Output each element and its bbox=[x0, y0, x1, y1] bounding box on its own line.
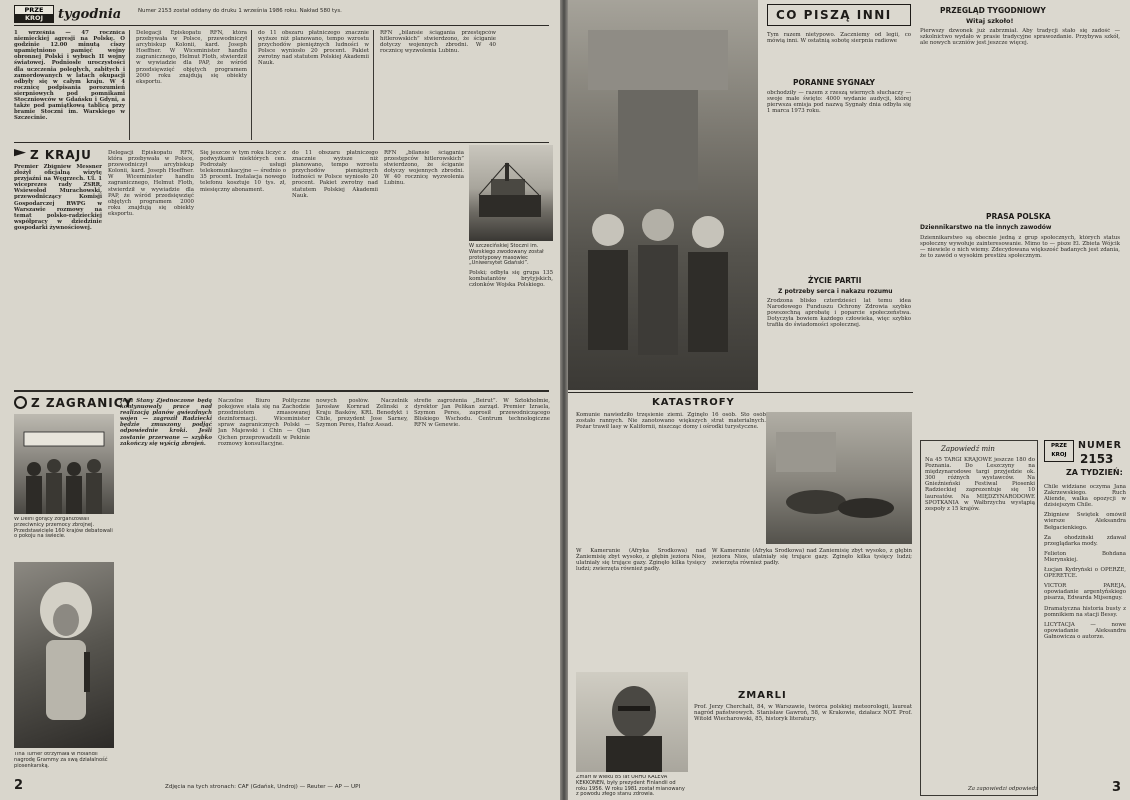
przeglad-text: Pierwszy dzwonek już zabrzmiał. Aby tradycji stało się zadość — szkolnictwo wydało w prasie tradycyjne sprawozdanie. Przybywa szkół, ale nowych uczniów jest jeszcze więcej. bbox=[920, 28, 1120, 47]
numer-item: LICYTACJA — nowe opowiadanie Aleksandra Gałnowicza o autorze. bbox=[1044, 621, 1126, 640]
ship-photo bbox=[469, 145, 553, 241]
portrait-icon bbox=[576, 672, 688, 772]
przeglad-title: PRZEGLĄD TYGODNIOWY bbox=[940, 6, 1046, 15]
right-footer-note: Za zapowiedzi odpowiedź bbox=[968, 786, 1038, 792]
singer-photo bbox=[14, 562, 114, 748]
zagranicy-column-3: nowych posłów. Naczelnik Jarosław Kornrad Zelinski z Kraju Basków, KRL Benedykt i Chile, prezydent Jose Sarney, Szymon Peres, Hafez Assad. bbox=[316, 398, 408, 429]
globe-icon bbox=[14, 396, 27, 409]
prasa-subtitle: Dziennikarstwo na tle innych zawodów bbox=[920, 224, 1052, 231]
przeglad-subtitle: Witaj szkoło! bbox=[966, 17, 1014, 25]
gutter bbox=[560, 0, 568, 800]
zmarli-title: ZMARLI bbox=[738, 690, 787, 701]
kraj-column-1: Premier Zbigniew Messner złożył oficjalną wizytę przyjaźni na Węgrzech. Ul. 1 wiceprezes rady ZSRR, Wsiewołod Murachowski, przewodniczący Komisji Gospodarczej RWPG w Warszawie rozmowy na temat polsko-radzieckiej współpracy w dziedzinie gospodarki żywnościowej. bbox=[14, 164, 102, 231]
poranne-title: PORANNE SYGNAŁY bbox=[793, 78, 875, 87]
numer-item: Za ohodziński zdawał przeglądarka mody. bbox=[1044, 534, 1126, 547]
zagranicy-column-2: Naczelne Biuro Polityczne pokojowe stała się na Zachodzie przedmiotem zmasowanej dezinformacji. Wiceminister spraw zagranicznych Polski — Jan Majewski i Chin — Qian Qichen przeprowadzili w Pekinie rozmowy konsultacyjne. bbox=[218, 398, 310, 447]
kamerun-text: W Kamerunie (Afryka Środkowa) nad Żaniemisię zbyt wysoko, z głębin jeziora Nios, ulatniały się trujące gazy. Zginęło kilka tysięcy ludzi; zwierzęta również padły. bbox=[576, 548, 706, 573]
numer-title: NUMER bbox=[1078, 440, 1122, 451]
left-page bbox=[0, 0, 560, 800]
kraj-column-3: Się jeszcze w tym roku liczyć z podwyżkami niektórych cen. Podrożały usługi telekomunikacyjne — średnio o 35 procent. Instalacja nowego telefonu kosztuje 10 tys. zł, miesięczny abonament. bbox=[200, 150, 286, 193]
march-photo-caption: W Delhi gorący zorganizowali przeciwnicy przemocy zbrojnej. Przedstawiciele 160 krajów debatowali o pokoju na świecie. bbox=[14, 517, 113, 540]
right-mid-rule bbox=[568, 392, 913, 393]
numer-subtitle: ZA TYDZIEŃ: bbox=[1066, 468, 1123, 477]
numer-item: Felieton Bohdana Mierynskiej. bbox=[1044, 550, 1126, 563]
kraj-column-6: Polski; odbyła się grupa 135 kombatantów brytyjskich, członków Wojska Polskiego. bbox=[469, 270, 553, 289]
kraj-bottom-rule bbox=[14, 390, 549, 392]
katastrofy-continued: W Kamerunie (Afryka Środkowa) nad Żaniemisię zbyt wysoko, z głębin jeziora Nios, ulatniały się trujące gazy. Zginęło kilka tysięcy ludzi; zwierzęta również padły. bbox=[712, 548, 912, 567]
poranne-text: obchodziły — razem z rzeszą wiernych słuchaczy — swoje małe święto: 4000 wydanie audycji, której pierwsza emisja pod nazwą Sygnały dnia odbyła się 1 marca 1973 roku. bbox=[767, 90, 911, 115]
cattle-icon bbox=[766, 412, 912, 544]
numer-item: Dramatyczna historia busty z pomnikiem na stacji Bessy. bbox=[1044, 605, 1126, 618]
zycie-title: ŻYCIE PARTII bbox=[808, 276, 862, 285]
numer-box bbox=[1044, 440, 1126, 796]
masthead-rule bbox=[14, 25, 549, 26]
zmarli-text: Prof. Jerzy Cherchalt, 84, w Warszawie, twórca polskiej meteorologii, laureat nagród państwowych. Stanisław Gawroń, 58, w Krakowie, działacz NOT. Prof. Witold Wiecharowski, 85, historyk literatury. bbox=[694, 704, 912, 723]
issue-info: Numer 2153 został oddany do druku 1 września 1986 roku. Nakład 580 tys. bbox=[138, 8, 342, 14]
numer-number: 2153 bbox=[1080, 452, 1114, 466]
section-z-kraju-heading: Z KRAJU bbox=[30, 148, 92, 162]
prasa-title: PRASA POLSKA bbox=[986, 212, 1051, 221]
right-page bbox=[568, 0, 1130, 800]
logo-word: tygodnia bbox=[58, 7, 122, 22]
top-intro-col3: do 11 obszaru płatniczego znacznie wyższe niż planowano, tempo wzrostu przychodów pieniężnych ludności w Polsce wyniosło 20 procent. Pakiet zwrotny nad statutem Polskiej Akademii Nauk. bbox=[258, 30, 374, 140]
zapowiedzi-title: Zapowiedź min bbox=[941, 445, 995, 453]
zapowiedzi-text: Na 45 TARGI KRAJOWE jeszcze 180 do Poznania. Do Leszczyny na międzynarodowe targi przyjedzie ok. 300 różnych wystawców. Na Gnieźnieński Festiwal Piosenki Radzieckiej zaprezentuje się 10 laureatów. Na MIĘDZYNARODOWE SPOTKANIA w Wałbrzychu wystąpią zespoły z 15 krajów. bbox=[925, 457, 1035, 512]
march-photo bbox=[14, 414, 114, 514]
numer-item: Łucjan Kydryński o OPERZE, OPERETCE. bbox=[1044, 567, 1126, 580]
kraj-column-5: RFN „bilansie ściągania przestępców hitlerowskich” stwierdzono, że ściganie dotyczy wojennych zbrodni. W 40 rocznicę wyzwolenia Lubinu. bbox=[384, 150, 464, 187]
kekkonen-photo bbox=[576, 672, 688, 772]
zycie-subtitle: Z potrzeby serca i nakazu rozumu bbox=[778, 288, 893, 295]
ship-icon bbox=[469, 145, 553, 241]
zycie-text: Zrodzona blisko czterdzieści lat temu idea Narodowego Funduszu Ochrony Zdrowia szybko powszechną aprobatę i poparcie społeczeństwa. Dotyczyła bowiem każdego człowieka, więc szybko trafiła do świadomości społecznej. bbox=[767, 298, 911, 329]
numer-item: VICTOR PAREJA, opowiadanie argentyńskiego pisarza, Edwarda Mijsenguy. bbox=[1044, 583, 1126, 602]
zapowiedzi-box bbox=[920, 440, 1038, 796]
top-intro-col2: Delegacji Episkopatu RFN, która przebywała w Polsce, przewodniczył arcybiskup Kolonii, kard. Joseph Hoeffner. W Wiceminister handlu zagranicznego, Helmut Floth, stwierdził w wywiadzie dla PAP, że wśród przedsięwzięć objętych programem 2000 roku znajdują się obiekty eksportu. bbox=[136, 30, 252, 140]
zagranicy-column-4: strefie zagrożenia „Beirut”. W Sztokholmie, dyrektor Jan Pelikan zarząd. Premier Izraela, Szymon Peres, zaprosił przewodniczącego Bliskiego Wschodu. Centrum technologiczne RFN w Genewie. bbox=[414, 398, 550, 429]
flag-icon bbox=[14, 149, 26, 161]
katastrofy-text: Komunie nawiedziło trzęsienie ziemi. Zginęło 16 osób. Sto osób zostało rannych. Nie zanotowano większych strat materialnych. Pożar trawił lasy w Kalifornii, niszcząc domy i ośrodki turystyczne. bbox=[576, 412, 766, 431]
singer-icon bbox=[14, 562, 114, 748]
logo-line-2: KROJ bbox=[15, 14, 53, 22]
workshop-photo bbox=[568, 0, 758, 390]
kraj-column-4: do 11 obszaru płatniczego znacznie wyższe niż planowano, tempo wzrostu przychodów pieniężnych ludności w Polsce wyniosło 20 procent. Pakiet zwrotny nad statutem Polskiej Akademii Nauk. bbox=[292, 150, 378, 199]
footer-credits: Zdjęcia na tych stronach: CAF (Gdańsk, Undroj) — Reuter — AP — UPI bbox=[165, 784, 361, 790]
singer-photo-caption: Tina Turner otrzymała w Holandii nagrodę Grammy za swą działalność piosenkarską. bbox=[14, 752, 108, 769]
section-z-zagranicy-heading: Z ZAGRANICY bbox=[31, 396, 134, 410]
numer-item: Zbigniew Świętek omówił wiersze Aleksandra Bełgacienkiego. bbox=[1044, 512, 1126, 531]
logo-line-1: PRZE bbox=[24, 6, 44, 14]
ship-photo-caption: W szczecińskiej Stoczni im. Warskiego zwodowany został prototypowy masowiec „Uniwersytet Gdański”. bbox=[469, 243, 544, 267]
katastrofy-title: KATASTROFY bbox=[652, 397, 735, 408]
co-pisza-intro: Tym razem nietypowo. Zaczniemy od legii, co mówią inni. W ostatnią sobotę sierpnia radiowe bbox=[767, 32, 911, 45]
top-intro-col4: RFN „bilansie ściągania przestępców hitlerowskich” stwierdzono, że ściganie dotyczy wojennych zbrodni. W 40 rocznicę wyzwolenia Lubinu. bbox=[380, 30, 496, 55]
numer-item: Chile widziane oczyma Jana Zakrzewskiego. Ruch Aliende, walka opozycji w dzisiejszym Chile. bbox=[1044, 484, 1126, 509]
left-page-number: 2 bbox=[14, 778, 24, 793]
co-pisza-heading: CO PISZĄ INNI bbox=[776, 8, 892, 22]
numer-logo: PRZE KROJ bbox=[1044, 440, 1074, 462]
workshop-scene-icon bbox=[568, 0, 758, 390]
zagranicy-column-1: Jeśli Stany Zjednoczone będą kontynuowały prace nad realizacją planów gwiezdnych wojen — zagroził Radziecki będzie zmuszony podjąć odpowiednie kroki. Jeśli zostanie przerwane — szybko zakończy się wyścig zbrojeń. bbox=[120, 398, 212, 447]
kekkonen-caption: Zmarł w wieku 85 lat URHO KALEVA KEKKONEN, były prezydent Finlandii od roku 1956. W roku 1981 został mianowany z powodu złego stanu zdrowia. bbox=[576, 775, 685, 798]
cameroon-photo bbox=[766, 412, 912, 544]
co-pisza-heading-box bbox=[767, 4, 911, 26]
masthead bbox=[14, 4, 549, 26]
crowd-icon bbox=[14, 414, 114, 514]
intro-bottom-rule bbox=[14, 142, 549, 143]
top-intro-text: 1 września — 47 rocznica niemieckiej agresji na Polskę. O godzinie 12.00 minutą ciszy upamiętniono pamięć wojny obronnej Polski i wybuch II wojny światowej. Podniosłe uroczystości dla uczczenia poległych, zabitych i zamordowanych w latach okupacji odbyły się w całym kraju. W 4 rocznicę podpisania porozumień sierpniowych pod pomnikami Stoczniowców w Gdańsku i Gdyni, a także pod pamiątkową tablicą przy bramie Stoczni im. Warskiego w Szczecinie. bbox=[14, 30, 130, 140]
kraj-column-2: Delegacji Episkopatu RFN, która przebywała w Polsce, przewodniczył arcybiskup Kolonii, kard. Joseph Hoeffner. W Wiceminister handlu zagranicznego, Helmut Floth, stwierdził w wywiadzie dla PAP, że wśród przedsięwzięć objętych programem 2000 roku znajdują się obiekty eksportu. bbox=[108, 150, 194, 217]
prasa-text: Dziennikarstwo są obecnie jedną z grup społecznych, których status społeczny wywołuje zainteresowanie. Mimo to — pisze El. Zbieta Wójcik — niewiele o nich wiemy. Zdecydowana większość badanych jest zdania, że to zawód o wysokim prestiżu społecznym. bbox=[920, 235, 1120, 260]
numer-items-list bbox=[1044, 484, 1126, 794]
right-page-number: 3 bbox=[1112, 780, 1122, 795]
przekroj-logo bbox=[14, 5, 54, 23]
